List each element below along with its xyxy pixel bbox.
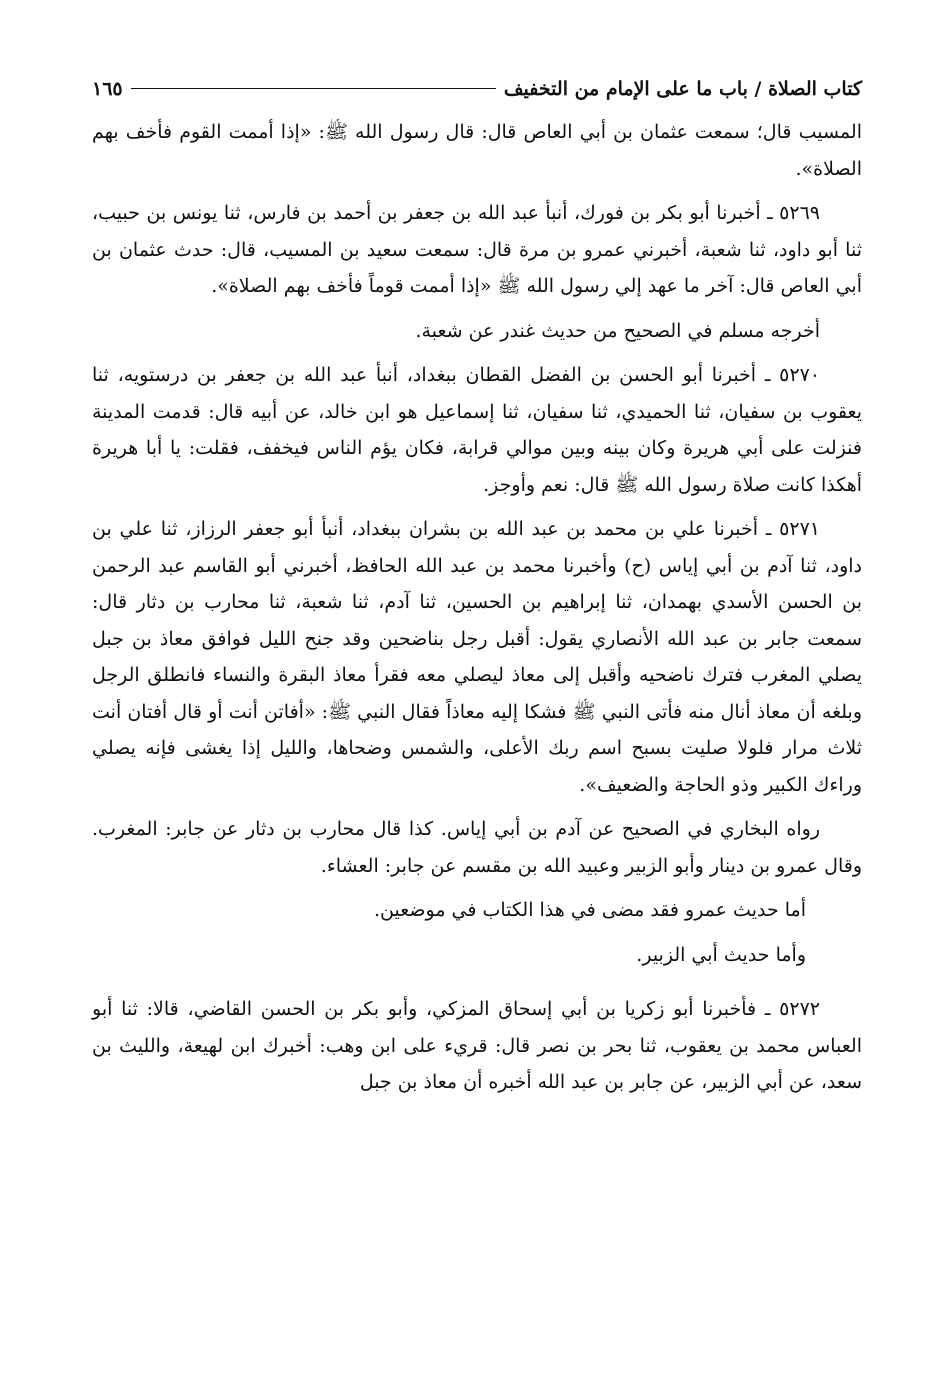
running-header	[92, 78, 862, 114]
note-bukhari: رواه البخاري في الصحيح عن آدم بن أبي إياس. كذا قال محارب بن دثار عن جابر: المغرب. وقال عمرو بن دينار وأبو الزبير وعبيد الله بن مقسم عن جابر: العشاء.	[92, 818, 862, 877]
page-body	[92, 114, 862, 1101]
hadith-5270: ٥٢٧٠ ـ أخبرنا أبو الحسن بن الفضل القطان ببغداد، أنبأ عبد الله بن جعفر بن درستويه، ثنا يعقوب بن سفيان، ثنا الحميدي، ثنا سفيان، ثنا إسماعيل هو ابن خالد، عن أبيه قال: قدمت المدينة فنزلت على أبي هريرة وكان بينه وبين موالي قرابة، فكان يؤم الناس فيخفف، فقلت: يا أبا هريرة أهكذا كانت صلاة رسول الله ﷺ قال: نعم وأوجز.	[92, 364, 862, 496]
header-title: كتاب الصلاة / باب ما على الإمام من التخفيف	[503, 78, 862, 100]
hadith-5272: ٥٢٧٢ ـ فأخبرنا أبو زكريا بن أبي إسحاق المزكي، وأبو بكر بن الحسن القاضي، قالا: ثنا أبو العباس محمد بن يعقوب، ثنا بحر بن نصر قال: قريء على ابن وهب: أخبرك ابن لهيعة، والليث بن سعد، عن أبي الزبير، عن جابر بن عبد الله أخبره أن معاذ بن جبل	[92, 998, 862, 1093]
note-abu-zubair: وأما حديث أبي الزبير.	[636, 943, 806, 966]
hadith-5269: ٥٢٦٩ ـ أخبرنا أبو بكر بن فورك، أنبأ عبد الله بن جعفر بن أحمد بن فارس، ثنا يونس بن حبيب، ثنا أبو داود، ثنا شعبة، أخبرني عمرو بن مرة قال: سمعت سعيد بن المسيب، قال: حدث عثمان بن أبي العاص قال: آخر ما عهد إلي رسول الله ﷺ «إذا أممت قوماً فأخف بهم الصلاة».	[92, 202, 862, 297]
note-amr: أما حديث عمرو فقد مضى في هذا الكتاب في موضعين.	[373, 899, 806, 921]
note-muslim: أخرجه مسلم في الصحيح من حديث غندر عن شعبة.	[415, 319, 820, 342]
hadith-5271: ٥٢٧١ ـ أخبرنا علي بن محمد بن عبد الله بن بشران ببغداد، أنبأ أبو جعفر الرزاز، ثنا علي بن داود، ثنا آدم بن أبي إياس (ح) وأخبرنا محمد بن عبد الله الحافظ، أخبرني أبو القاسم عبد الرحمن بن الحسن الأسدي بهمدان، ثنا إبراهيم بن الحسين، ثنا آدم، ثنا شعبة، ثنا محارب بن دثار قال: سمعت جابر بن عبد الله الأنصاري يقول: أقبل رجل بناضحين وقد جنح الليل فوافق معاذ بن جبل يصلي المغرب فترك ناضحيه وأقبل إلى معاذ ليصلي معه فقرأ معاذ البقرة والنساء فانطلق الرجل وبلغه أن معاذ أنال منه فأتى النبي ﷺ فشكا إليه معاذاً فقال النبي ﷺ: «أفاتن أنت أو قال أفتان أنت ثلاث مرار فلولا صليت بسبح اسم ربك الأعلى، والشمس وضحاها، والليل إذا يغشى فإنه يصلي وراءك الكبير وذو الحاجة والضعيف».	[92, 518, 862, 796]
header-rule	[131, 88, 496, 89]
book-page	[92, 78, 862, 1101]
page-number: ١٦٥	[92, 78, 123, 100]
paragraph-continuation: المسيب قال؛ سمعت عثمان بن أبي العاص قال: قال رسول الله ﷺ: «إذا أممت القوم فأخف بهم الصلاة».	[92, 121, 862, 180]
